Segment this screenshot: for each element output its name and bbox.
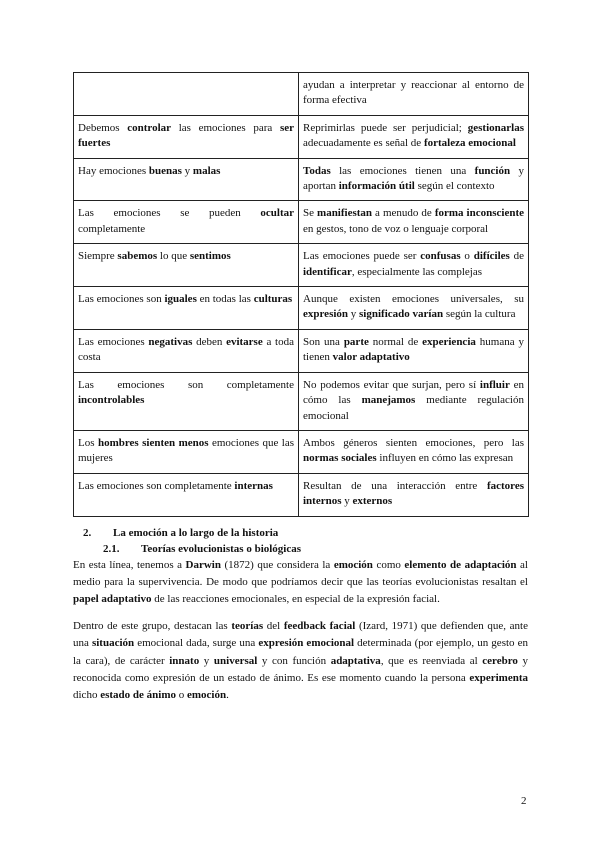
myth-cell — [74, 158, 299, 201]
reality-cell — [299, 158, 529, 201]
myth-cell — [74, 73, 299, 116]
bold-text-segment: cerebro — [482, 654, 518, 667]
text-segment: y — [341, 495, 353, 508]
text-segment: según la cultura — [443, 308, 516, 321]
bold-text-segment: teorías — [231, 620, 264, 633]
table-row — [74, 158, 529, 201]
myths-table-body — [74, 73, 529, 517]
text-segment: . — [226, 688, 229, 701]
section-heading — [73, 525, 528, 541]
text-segment: (1872) que considera la — [220, 558, 334, 571]
body-paragraph — [73, 618, 528, 704]
myth-cell — [74, 473, 299, 516]
text-segment: y — [199, 654, 214, 667]
text-segment: y aportan — [303, 164, 525, 193]
bold-text-segment: difíciles — [473, 250, 510, 263]
bold-text-segment: significado varían — [359, 308, 444, 321]
bold-text-segment: experimenta — [469, 671, 528, 684]
bold-text-segment: valor adaptativo — [332, 351, 410, 364]
text-segment: (Izard, 1971) que defienden que, ante una — [73, 620, 529, 650]
bold-text-segment: forma inconsciente — [434, 207, 524, 220]
text-segment: del — [263, 620, 284, 633]
section-title: La emoción a lo largo de la historia — [113, 526, 279, 539]
bold-text-segment: negativas — [148, 335, 193, 348]
table-row — [74, 329, 529, 372]
reality-cell — [299, 201, 529, 244]
text-segment: Siempre — [78, 250, 118, 263]
bold-text-segment: externos — [352, 495, 393, 508]
table-row — [74, 372, 529, 430]
text-segment: mediante regulación emocional — [303, 394, 524, 422]
body-text — [73, 557, 528, 705]
text-segment: , que es reenviada al — [380, 654, 483, 667]
bold-text-segment: estado de ánimo — [100, 688, 176, 701]
text-segment: determinada (por ejemplo, un gesto en la cara), de carácter — [73, 637, 528, 667]
bold-text-segment: Todas — [303, 164, 331, 177]
bold-text-segment: iguales — [164, 293, 197, 306]
text-segment: Dentro de este grupo, destacan las — [73, 620, 232, 633]
text-segment: de — [509, 250, 524, 263]
bold-text-segment: Darwin — [185, 558, 221, 571]
bold-text-segment: manejamos — [361, 394, 416, 407]
text-segment: Hay emociones — [78, 164, 149, 177]
bold-text-segment: expresión — [303, 308, 349, 321]
table-row — [74, 73, 529, 116]
reality-cell — [299, 473, 529, 516]
myth-cell — [74, 287, 299, 330]
text-segment: adecuadamente es señal de — [303, 137, 424, 150]
bold-text-segment: innato — [169, 654, 200, 667]
table-row — [74, 244, 529, 287]
myth-cell — [74, 115, 299, 158]
text-segment: en todas las — [196, 293, 254, 306]
text-segment: humana y tienen — [303, 335, 524, 364]
bold-text-segment: identificar — [303, 265, 352, 278]
bold-text-segment: elemento de adaptación — [404, 558, 517, 571]
bold-text-segment: expresión emocional — [258, 637, 355, 650]
text-segment: en gestos, tono de voz o lenguaje corporal — [303, 222, 489, 235]
table-row — [74, 287, 529, 330]
text-segment: como — [372, 558, 405, 571]
text-segment: Las emociones son — [78, 293, 165, 306]
section-number: 2. — [83, 526, 92, 539]
text-segment: emocional dada, surge una — [134, 637, 259, 650]
myth-cell — [74, 430, 299, 473]
subsection-title: Teorías evolucionistas o biológicas — [141, 542, 302, 555]
bold-text-segment: universal — [213, 654, 258, 667]
myths-table — [73, 72, 529, 517]
text-segment: a menudo de — [372, 207, 435, 220]
bold-text-segment: culturas — [253, 293, 293, 306]
text-segment: No podemos evitar que surjan, pero sí — [303, 378, 480, 391]
text-segment: y — [181, 164, 193, 177]
bold-text-segment: fortaleza emocional — [423, 137, 516, 150]
text-segment: normal de — [368, 335, 423, 348]
text-segment: influyen en cómo las expresan — [376, 452, 514, 465]
bold-text-segment: emoción — [333, 558, 373, 571]
text-segment: las emociones para — [171, 121, 280, 134]
myth-cell — [74, 329, 299, 372]
bold-text-segment: sabemos — [117, 250, 158, 263]
bold-text-segment: ser fuertes — [78, 121, 295, 150]
text-segment: Resultan de una interacción entre — [303, 479, 487, 492]
bold-text-segment: adaptativa — [330, 654, 381, 667]
bold-text-segment: confusas — [420, 250, 461, 263]
bold-text-segment: gestionarlas — [467, 121, 524, 134]
myth-cell — [74, 201, 299, 244]
bold-text-segment: normas sociales — [303, 452, 377, 465]
reality-cell — [299, 329, 529, 372]
bold-text-segment: incontrolables — [78, 394, 145, 407]
text-segment: según el contexto — [414, 180, 495, 193]
myth-cell — [74, 372, 299, 430]
table-row — [74, 430, 529, 473]
document-page — [73, 72, 528, 714]
bold-text-segment: hombres sienten menos — [97, 436, 209, 449]
bold-text-segment: ocultar — [260, 207, 294, 220]
subsection-number: 2.1. — [103, 542, 120, 555]
bold-text-segment: factores internos — [303, 479, 524, 508]
bold-text-segment: feedback facial — [283, 620, 356, 633]
text-segment: Reprimirlas puede ser perjudicial; — [303, 121, 468, 134]
text-segment: Las emociones son completamente — [78, 479, 235, 492]
bold-text-segment: buenas — [148, 164, 182, 177]
text-segment: al medio para la supervivencia. De modo que podríamos decir que las teorías evolucionistas resaltan el — [73, 558, 528, 588]
text-segment: o — [175, 688, 187, 701]
reality-cell — [299, 115, 529, 158]
text-segment: lo que — [157, 250, 190, 263]
text-segment: completamente — [78, 222, 146, 235]
text-segment: deben — [192, 335, 227, 348]
bold-text-segment: parte — [343, 335, 369, 348]
bold-text-segment: papel adaptativo — [73, 592, 152, 605]
text-segment: dicho — [73, 688, 101, 701]
text-segment: las emociones tienen una — [330, 164, 475, 177]
bold-text-segment: situación — [91, 637, 135, 650]
text-segment: Aunque existen emociones universales, su — [303, 293, 524, 306]
bold-text-segment: manifiestan — [317, 207, 373, 220]
text-segment: y reconocida como expresión de un estado de ánimo. Es ese momento cuando la persona — [73, 654, 529, 684]
text-segment: Debemos — [78, 121, 128, 134]
text-segment: de las reacciones emocionales, en especial de la expresión facial. — [151, 592, 440, 605]
bold-text-segment: sentimos — [189, 250, 231, 263]
myth-cell — [74, 244, 299, 287]
text-segment: emociones que las mujeres — [78, 436, 294, 465]
text-segment: o — [460, 250, 474, 263]
text-segment: a toda costa — [78, 335, 294, 364]
text-segment: , especialmente las complejas — [351, 265, 483, 278]
bold-text-segment: influir — [479, 378, 510, 391]
text-segment: y — [348, 308, 360, 321]
text-segment: Ambos géneros sienten emociones, pero las — [303, 436, 524, 449]
text-segment: Son una — [303, 335, 344, 348]
bold-text-segment: función — [474, 164, 511, 177]
text-segment: Las emociones se pueden — [78, 207, 261, 220]
text-segment: Las emociones son completamente — [78, 378, 294, 391]
bold-text-segment: emoción — [186, 688, 227, 701]
table-row — [74, 201, 529, 244]
text-segment: y con función — [257, 654, 331, 667]
reality-cell — [299, 372, 529, 430]
reality-cell — [299, 430, 529, 473]
table-row — [74, 473, 529, 516]
page-number: 2 — [521, 795, 527, 807]
text-segment: Las emociones — [78, 335, 149, 348]
text-segment: en cómo las — [303, 378, 524, 407]
bold-text-segment: malas — [192, 164, 221, 177]
reality-cell — [299, 287, 529, 330]
reality-cell — [299, 73, 529, 116]
bold-text-segment: internas — [234, 479, 273, 492]
bold-text-segment: controlar — [127, 121, 172, 134]
text-segment: Se — [303, 207, 318, 220]
subsection-heading — [73, 541, 528, 557]
text-segment: Las emociones puede ser — [303, 250, 421, 263]
reality-cell — [299, 244, 529, 287]
bold-text-segment: información útil — [338, 180, 415, 193]
bold-text-segment: evitarse — [226, 335, 263, 348]
text-segment: En esta línea, tenemos a — [73, 558, 186, 571]
text-segment: Los — [78, 436, 98, 449]
body-paragraph — [73, 557, 528, 609]
bold-text-segment: experiencia — [422, 335, 476, 348]
table-row — [74, 115, 529, 158]
text-segment: ayudan a interpretar y reaccionar al entorno de forma efectiva — [303, 79, 524, 107]
